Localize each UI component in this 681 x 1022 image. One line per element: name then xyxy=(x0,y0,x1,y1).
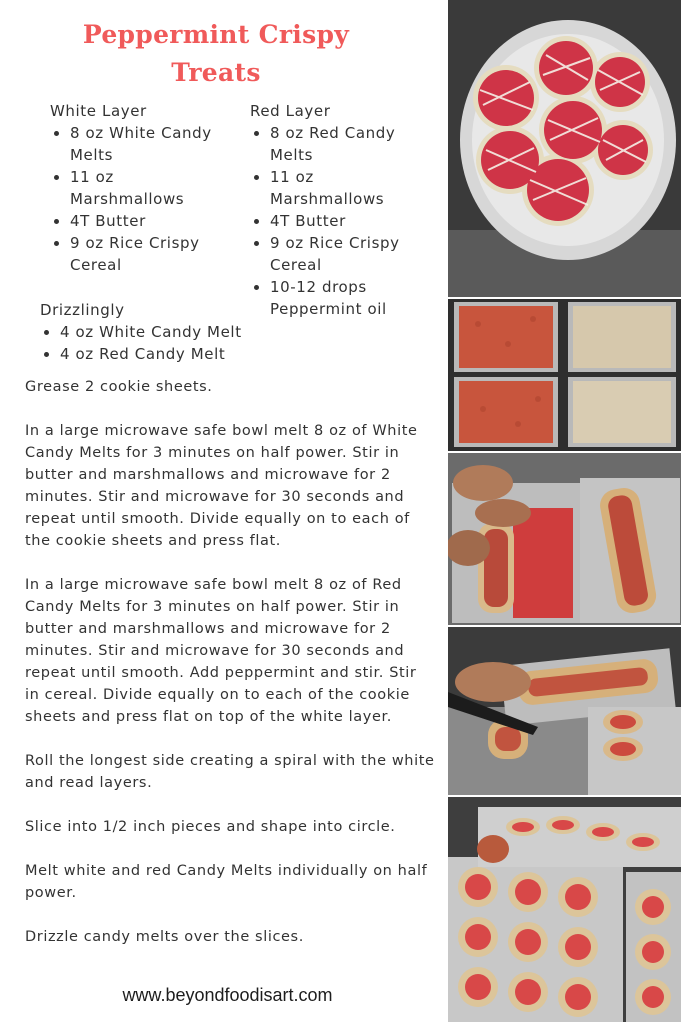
photo-column xyxy=(448,0,681,1022)
drizzle-heading: Drizzlingly xyxy=(40,301,125,319)
list-item: 4T Butter xyxy=(250,210,430,232)
instruction-step: In a large microwave safe bowl melt 8 oz of Red Candy Melts for 3 minutes on half power. Stir in butter and marshmallows and microwave for 2 minutes. Stir and microwave for 30 seconds and repeat until smooth. Add peppermint and stir. Stir in cereal. Divide equally on to each of the cookie sheets and press flat on top of the white layer. xyxy=(25,577,417,725)
list-item: 10-12 drops Peppermint oil xyxy=(250,276,430,320)
list-item: 9 oz Rice Crispy Cereal xyxy=(250,232,430,276)
list-item: 8 oz Red Candy Melts xyxy=(250,122,430,166)
title-line-2: Treats xyxy=(171,58,261,87)
photo-rolling-spiral xyxy=(448,453,681,625)
instruction-step: Slice into 1/2 inch pieces and shape into circle. xyxy=(25,819,396,835)
instruction-step: Melt white and red Candy Melts individually on half power. xyxy=(25,863,428,901)
instruction-step: Drizzle candy melts over the slices. xyxy=(25,929,304,945)
list-item: 4T Butter xyxy=(50,210,228,232)
photo-finished-treats xyxy=(448,0,681,297)
red-layer-ingredients xyxy=(250,100,430,320)
list-item: 11 oz Marshmallows xyxy=(50,166,228,210)
red-layer-list xyxy=(250,122,430,320)
drizzle-list xyxy=(40,321,270,365)
list-item: 9 oz Rice Crispy Cereal xyxy=(50,232,228,276)
instruction-step: Grease 2 cookie sheets. xyxy=(25,379,213,395)
photo-slicing xyxy=(448,627,681,795)
white-layer-list xyxy=(50,122,228,276)
list-item: 4 oz White Candy Melt xyxy=(40,321,270,343)
white-layer-heading: White Layer xyxy=(50,102,147,120)
list-item: 4 oz Red Candy Melt xyxy=(40,343,270,365)
list-item: 11 oz Marshmallows xyxy=(250,166,430,210)
title-line-1: Peppermint Crispy xyxy=(82,20,350,49)
recipe-title xyxy=(20,16,412,92)
white-layer-ingredients xyxy=(50,100,228,276)
photo-spiral-slices xyxy=(448,797,681,1022)
website-link[interactable]: www.beyondfoodisart.com xyxy=(122,985,333,1005)
drizzle-ingredients xyxy=(40,299,270,365)
red-layer-heading: Red Layer xyxy=(250,102,331,120)
photo-pressed-layers xyxy=(448,299,681,451)
list-item: 8 oz White Candy Melts xyxy=(50,122,228,166)
instruction-step: Roll the longest side creating a spiral with the white and read layers. xyxy=(25,753,435,791)
instruction-step: In a large microwave safe bowl melt 8 oz of White Candy Melts for 3 minutes on half power. Stir in butter and marshmallows and microwave for 2 minutes. Stir and microwave for 30 seconds and repeat until smooth. Divide equally on to each of the cookie sheets and press flat. xyxy=(25,423,418,549)
instructions xyxy=(25,376,435,970)
